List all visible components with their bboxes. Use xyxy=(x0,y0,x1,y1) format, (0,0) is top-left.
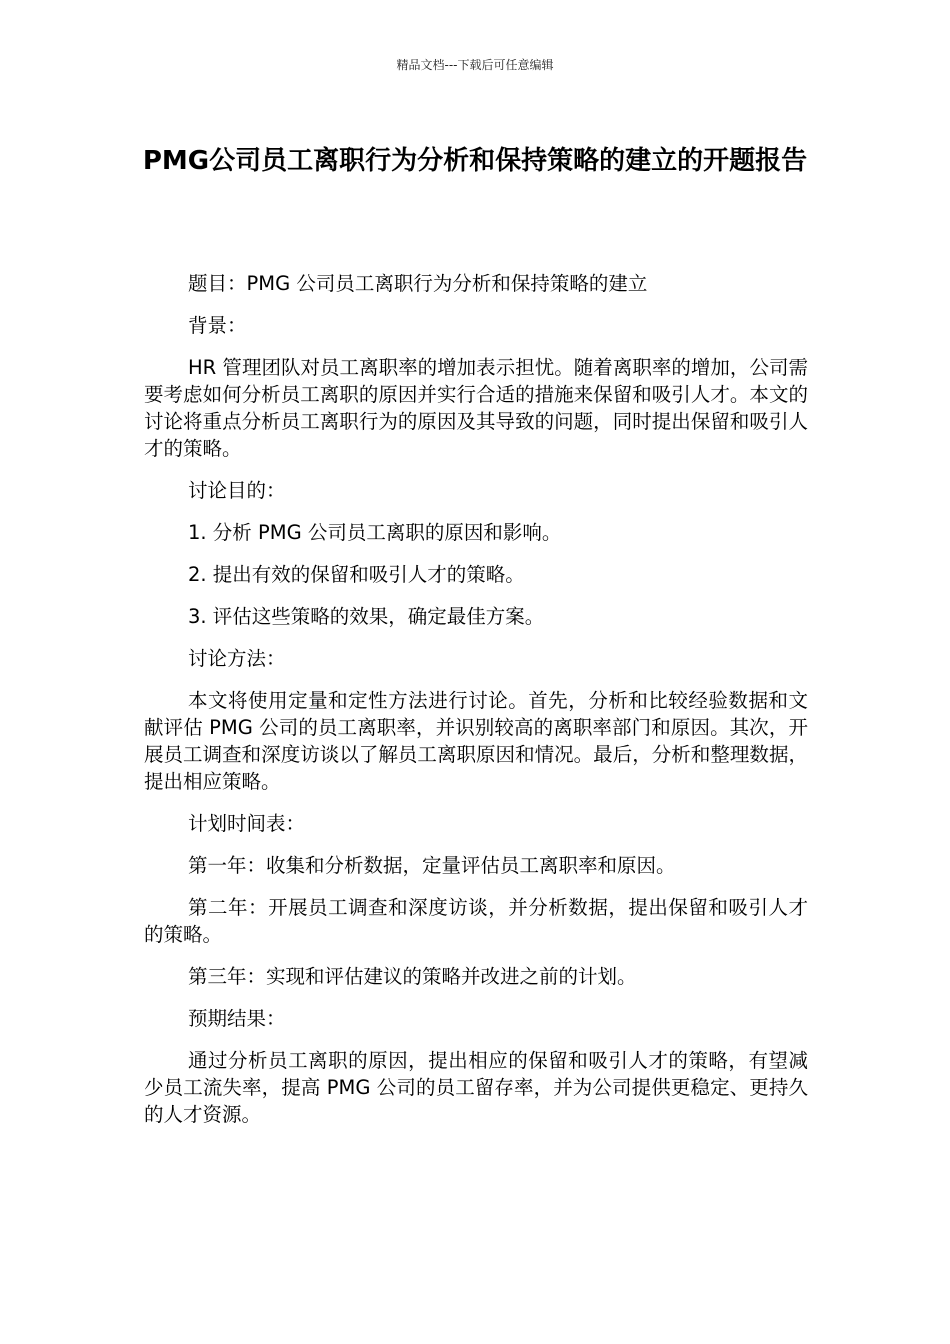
paragraph-purpose-3: 3. 评估这些策略的效果，确定最佳方案。 xyxy=(188,605,545,628)
paragraph-background-heading: 背景： xyxy=(188,314,247,337)
paragraph-schedule-year-2: 第二年：开展员工调查和深度访谈，并分析数据，提出保留和吸引人才的策略。 xyxy=(144,896,808,946)
paragraph-purpose-heading: 讨论目的： xyxy=(188,479,286,502)
paragraph-method-heading: 讨论方法： xyxy=(188,647,286,670)
paragraph-results-heading: 预期结果： xyxy=(188,1007,286,1030)
paragraph-results: 通过分析员工离职的原因，提出相应的保留和吸引人才的策略，有望减少员工流失率，提高 PMG 公司的员工留存率，并为公司提供更稳定、更持久的人才资源。 xyxy=(144,1049,808,1126)
paragraph-purpose-1: 1. 分析 PMG 公司员工离职的原因和影响。 xyxy=(188,521,562,544)
document-body xyxy=(144,270,808,1143)
paragraph-schedule-heading: 计划时间表： xyxy=(188,812,306,835)
paragraph-method: 本文将使用定量和定性方法进行讨论。首先，分析和比较经验数据和文献评估 PMG 公司的员工离职率，并识别较高的离职率部门和原因。其次，开展员工调查和深度访谈以了解员工离职原因和情况。最后，分析和整理数据，提出相应策略。 xyxy=(144,689,808,793)
paragraph-purpose-2: 2. 提出有效的保留和吸引人才的策略。 xyxy=(188,563,525,586)
paragraph-topic: 题目：PMG 公司员工离职行为分析和保持策略的建立 xyxy=(188,272,648,295)
paragraph-schedule-year-1: 第一年：收集和分析数据，定量评估员工离职率和原因。 xyxy=(188,854,676,877)
document-title: PMG公司员工离职行为分析和保持策略的建立的开题报告 xyxy=(142,146,808,176)
paragraph-background: HR 管理团队对员工离职率的增加表示担忧。随着离职率的增加，公司需要考虑如何分析员工离职的原因并实行合适的措施来保留和吸引人才。本文的讨论将重点分析员工离职行为的原因及其导致的问题，同时提出保留和吸引人才的策略。 xyxy=(144,356,808,460)
page-header: 精品文档---下载后可任意编辑 xyxy=(396,58,554,72)
paragraph-schedule-year-3: 第三年：实现和评估建议的策略并改进之前的计划。 xyxy=(188,965,637,988)
